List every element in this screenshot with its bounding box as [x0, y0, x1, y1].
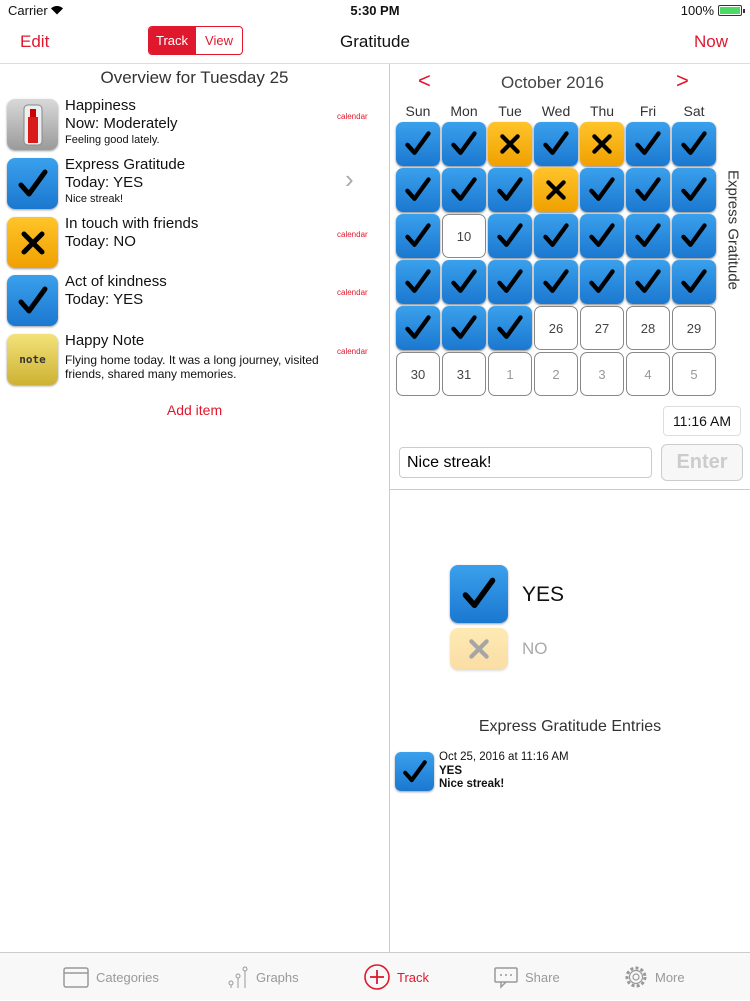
horizontal-divider [390, 489, 750, 490]
check-icon [634, 130, 662, 158]
item-name: Express Gratitude [65, 156, 186, 173]
item-name: Act of kindness [65, 273, 167, 290]
calendar-day[interactable]: 1 [488, 352, 532, 396]
calendar-link[interactable]: calendar [337, 112, 368, 121]
weekday-label: Wed [541, 103, 571, 119]
split-divider [389, 64, 390, 952]
edit-button[interactable]: Edit [20, 32, 50, 51]
check-icon [542, 268, 570, 296]
check-icon [588, 222, 616, 250]
list-item-act-of-kindness[interactable] [0, 273, 389, 330]
chevron-right-icon: › [345, 164, 354, 194]
calendar-day-check[interactable] [534, 214, 578, 258]
item-status: Today: NO [65, 233, 136, 250]
calendar-day-check[interactable] [396, 306, 440, 350]
calendar-day-check[interactable] [580, 168, 624, 212]
calendar-day-x[interactable] [534, 168, 578, 212]
calendar-day-check[interactable] [442, 168, 486, 212]
item-name: In touch with friends [65, 215, 199, 232]
calendar-link[interactable]: calendar [337, 288, 368, 297]
battery-percent: 100% [680, 3, 714, 18]
weekday-label: Tue [498, 103, 522, 119]
tab-label: Categories [96, 969, 159, 985]
calendar-day-check[interactable] [488, 306, 532, 350]
calendar-day-x[interactable] [488, 122, 532, 166]
item-status: Today: YES [65, 174, 144, 191]
calendar-day-check[interactable] [396, 214, 440, 258]
calendar-month-title: October 2016 [500, 73, 604, 92]
check-icon [680, 268, 708, 296]
tab-more[interactable] [623, 953, 685, 1001]
entry-date: Oct 25, 2016 at 11:16 AM [439, 751, 569, 763]
calendar-link[interactable]: calendar [337, 347, 368, 356]
check-icon [404, 314, 432, 342]
check-icon [496, 268, 524, 296]
tab-share[interactable] [493, 953, 560, 1001]
calendar-day-check[interactable] [626, 214, 670, 258]
weekday-label: Mon [450, 103, 478, 119]
item-status: Today: YES [65, 291, 144, 308]
calendar-day[interactable]: 10 [442, 214, 486, 258]
check-icon [7, 158, 58, 209]
calendar-day-check[interactable] [442, 260, 486, 304]
category-side-label: Express Gratitude [724, 169, 742, 291]
calendar-day-check[interactable] [396, 122, 440, 166]
entry-value: YES [439, 765, 463, 777]
track-view-segmented-control [148, 26, 243, 55]
check-icon [450, 176, 478, 204]
check-icon [634, 268, 662, 296]
tab-track[interactable] [363, 953, 429, 1001]
calendar-link[interactable]: calendar [337, 230, 368, 239]
share-icon [493, 965, 519, 989]
note-icon: note [7, 334, 58, 385]
segment-view[interactable]: View [195, 27, 242, 54]
calendar-day[interactable]: 29 [672, 306, 716, 350]
check-icon [542, 222, 570, 250]
list-item-happiness[interactable] [0, 97, 389, 154]
calendar-day-check[interactable] [672, 214, 716, 258]
check-icon [404, 176, 432, 204]
item-status: Now: Moderately [65, 115, 178, 132]
calendar-day[interactable]: 31 [442, 352, 486, 396]
prev-month-icon[interactable]: < [418, 68, 431, 93]
calendar-day[interactable]: 30 [396, 352, 440, 396]
status-time: 5:30 PM [350, 3, 400, 18]
x-icon [499, 133, 521, 155]
calendar-day-check[interactable] [488, 168, 532, 212]
tab-label: Track [397, 969, 430, 985]
calendar-day-check[interactable] [442, 306, 486, 350]
tab-label: Share [525, 969, 560, 985]
item-note: Nice streak! [65, 193, 124, 205]
check-icon [542, 130, 570, 158]
item-name: Happiness [65, 97, 136, 114]
add-item-button[interactable]: Add item [166, 402, 223, 418]
check-icon [496, 222, 524, 250]
calendar-day[interactable]: 28 [626, 306, 670, 350]
track-plus-icon [363, 963, 391, 991]
yes-label[interactable]: YES [522, 583, 565, 606]
battery-icon [718, 5, 742, 16]
weekday-label: Thu [589, 103, 615, 119]
tab-graphs[interactable] [226, 953, 299, 1001]
no-label[interactable]: NO [522, 639, 548, 658]
check-icon [450, 314, 478, 342]
calendar-day-check[interactable] [488, 260, 532, 304]
calendar-day[interactable]: 3 [580, 352, 624, 396]
weekday-label: Sun [405, 103, 431, 119]
check-icon [404, 268, 432, 296]
status-bar [0, 0, 750, 22]
now-button[interactable]: Now [693, 32, 728, 51]
calendar-day[interactable]: 2 [534, 352, 578, 396]
battery [681, 3, 742, 18]
calendar-day-x[interactable] [580, 122, 624, 166]
calendar-day-check[interactable] [396, 168, 440, 212]
check-icon [496, 314, 524, 342]
enter-button[interactable]: Enter [661, 444, 743, 481]
check-icon [680, 222, 708, 250]
no-option[interactable] [450, 628, 510, 686]
calendar-day[interactable]: 26 [534, 306, 578, 350]
item-note: Flying home today. It was a long journey, visited friends, shared many memories. [65, 353, 319, 381]
calendar-day-check[interactable] [626, 260, 670, 304]
next-month-icon[interactable]: > [676, 68, 689, 93]
check-icon [450, 565, 508, 623]
nav-bar [0, 22, 750, 64]
item-note: Feeling good lately. [65, 134, 160, 146]
weekday-label: Sat [683, 103, 705, 119]
check-icon [680, 130, 708, 158]
list-item-in-touch-with-friends[interactable] [0, 215, 389, 272]
entry-note: Nice streak! [439, 778, 505, 790]
x-icon [7, 217, 58, 268]
carrier-label: Carrier [8, 3, 48, 18]
list-item-express-gratitude[interactable] [0, 156, 389, 213]
check-icon [680, 176, 708, 204]
calendar-day-check[interactable] [580, 214, 624, 258]
page-title: Gratitude [340, 32, 410, 51]
tab-label: More [655, 969, 685, 985]
calendar-day-check[interactable] [488, 214, 532, 258]
check-icon [404, 222, 432, 250]
list-item-happy-note[interactable] [0, 332, 389, 389]
check-icon [588, 268, 616, 296]
graphs-icon [226, 965, 250, 989]
calendar-day-check[interactable] [442, 122, 486, 166]
segment-track[interactable]: Track [149, 27, 195, 54]
check-icon [450, 130, 478, 158]
calendar-day-check[interactable] [534, 122, 578, 166]
entry-note-input[interactable] [399, 447, 652, 478]
calendar-day-check[interactable] [672, 168, 716, 212]
calendar-day[interactable]: 4 [626, 352, 670, 396]
calendar-day-check[interactable] [672, 260, 716, 304]
tab-label: Graphs [256, 969, 299, 985]
check-icon [496, 176, 524, 204]
check-icon [450, 268, 478, 296]
gear-icon [623, 964, 649, 990]
check-icon [588, 176, 616, 204]
calendar-day-check[interactable] [626, 122, 670, 166]
tab-bar [0, 952, 750, 1000]
check-icon [634, 176, 662, 204]
calendar-day-check[interactable] [580, 260, 624, 304]
x-icon [450, 628, 508, 670]
check-icon [395, 752, 434, 791]
check-icon [404, 130, 432, 158]
calendar-day-check[interactable] [672, 122, 716, 166]
entry-row[interactable] [395, 752, 434, 791]
calendar-day[interactable]: 5 [672, 352, 716, 396]
check-icon [7, 275, 58, 326]
overview-title: Overview for Tuesday 25 [100, 68, 289, 87]
item-name: Happy Note [65, 332, 145, 349]
entry-time-button[interactable]: 11:16 AM [663, 406, 741, 436]
categories-icon [62, 965, 90, 989]
calendar-day-check[interactable] [534, 260, 578, 304]
entries-title: Express Gratitude Entries [478, 718, 662, 735]
calendar-day-check[interactable] [396, 260, 440, 304]
x-icon [545, 179, 567, 201]
calendar-day-check[interactable] [626, 168, 670, 212]
yes-option[interactable] [450, 565, 510, 623]
tab-categories[interactable] [62, 953, 159, 1001]
calendar-day[interactable]: 27 [580, 306, 624, 350]
x-icon [591, 133, 613, 155]
weekday-label: Fri [639, 103, 657, 119]
check-icon [634, 222, 662, 250]
thermometer-icon [7, 99, 58, 150]
